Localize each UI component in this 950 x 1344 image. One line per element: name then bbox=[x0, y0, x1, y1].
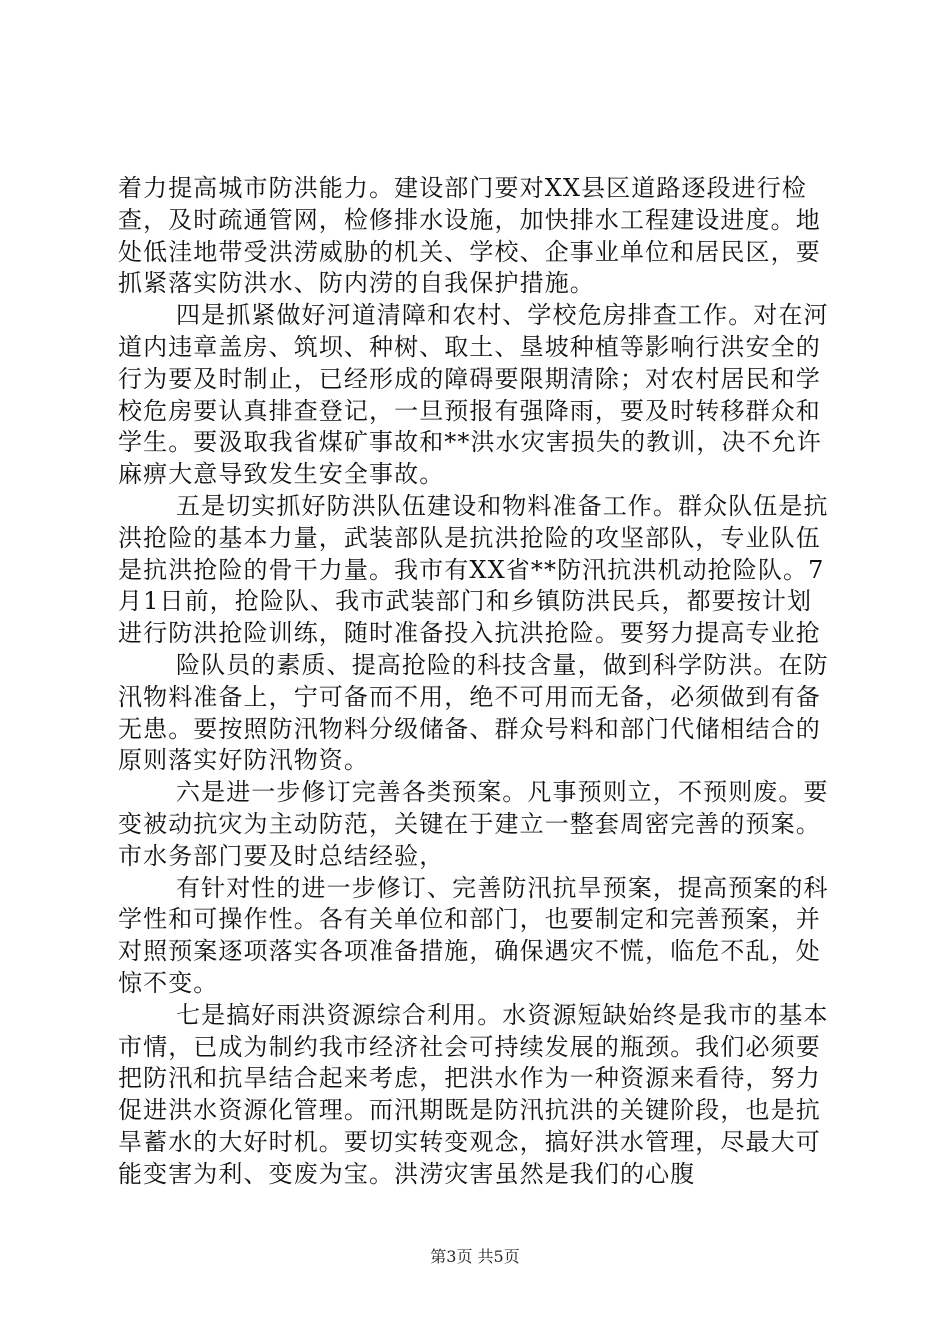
paragraph-3: 五是切实抓好防洪队伍建设和物料准备工作。群众队伍是抗洪抢险的基本力量，武装部队是抗洪抢险的攻坚部队，专业队伍是抗洪抢险的骨干力量。我市有XX省**防汛抗洪机动抢险队。7月1日前，抢险队、我市武装部门和乡镇防洪民兵，都要按计划进行防洪抢险训练，随时准备投入抗洪抢险。要努力提高专业抢 bbox=[118, 491, 829, 648]
paragraph-6: 有针对性的进一步修订、完善防汛抗旱预案，提高预案的科学性和可操作性。各有关单位和部门，也要制定和完善预案，并对照预案逐项落实各项准备措施，确保遇灾不慌，临危不乱，处惊不变。 bbox=[118, 873, 829, 997]
paragraph-2: 四是抓紧做好河道清障和农村、学校危房排查工作。对在河道内违章盖房、筑坝、种树、取土、垦坡种植等影响行洪安全的行为要及时制止，已经形成的障碍要限期清除；对农村居民和学校危房要认真排查登记，一旦预报有强降雨，要及时转移群众和学生。要汲取我省煤矿事故和**洪水灾害损失的教训，决不允许麻痹大意导致发生安全事故。 bbox=[118, 301, 829, 489]
paragraph-5: 六是进一步修订完善各类预案。凡事预则立，不预则废。要变被动抗灾为主动防范，关键在于建立一整套周密完善的预案。市水务部门要及时总结经验， bbox=[118, 778, 829, 870]
paragraph-4: 险队员的素质、提高抢险的科技含量，做到科学防洪。在防汛物料准备上，宁可备而不用，绝不可用而无备，必须做到有备无患。要按照防汛物料分级储备、群众号料和部门代储相结合的原则落实好防汛物资。 bbox=[118, 650, 829, 775]
paragraph-7: 七是搞好雨洪资源综合利用。水资源短缺始终是我市的基本市情，已成为制约我市经济社会可持续发展的瓶颈。我们必须要把防汛和抗旱结合起来考虑，把洪水作为一种资源来看待，努力促进洪水资源化管理。而汛期既是防汛抗洪的关键阶段，也是抗旱蓄水的大好时机。要切实转变观念，搞好洪水管理，尽最大可能变害为利、变废为宝。洪涝灾害虽然是我们的心腹 bbox=[118, 1000, 829, 1188]
paragraph-1: 着力提高城市防洪能力。建设部门要对XX县区道路逐段进行检查，及时疏通管网，检修排水设施，加快排水工程建设进度。地处低洼地带受洪涝威胁的机关、学校、企事业单位和居民区，要抓紧落实防洪水、防内涝的自我保护措施。 bbox=[118, 174, 821, 298]
page-footer: 第3页 共5页 bbox=[430, 1247, 520, 1266]
document-body bbox=[118, 173, 834, 1191]
